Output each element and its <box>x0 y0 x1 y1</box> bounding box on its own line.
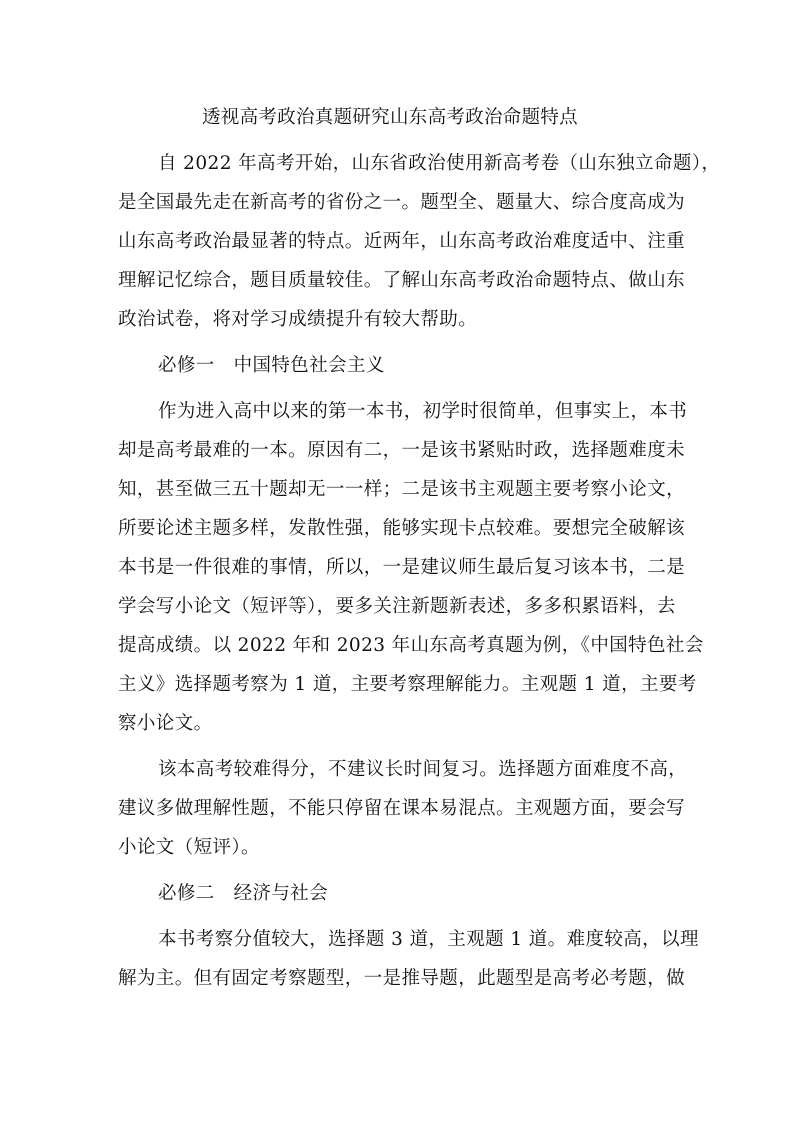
paragraph-line: 提高成绩。以 2022 年和 2023 年山东高考真题为例，《中国特色社会 <box>118 635 704 656</box>
paragraph-line: 所要论述主题多样，发散性强，能够实现卡点较难。要想完全破解该 <box>118 518 686 539</box>
paragraph-line: 本书考察分值较大，选择题 3 道，主观题 1 道。难度较高，以理 <box>158 929 699 950</box>
paragraph-line: 建议多做理解性题，不能只停留在课本易混点。主观题方面，要会写 <box>118 798 686 819</box>
paragraph-line: 却是高考最难的一本。原因有二，一是该书紧贴时政，选择题难度未 <box>118 440 686 461</box>
paragraph-line: 知，甚至做三五十题却无一一样；二是该书主观题主要考察小论文， <box>118 479 686 500</box>
paragraph-line: 山东高考政治最显著的特点。近两年，山东高考政治难度适中、注重 <box>118 231 686 252</box>
paragraph-line: 小论文（短评）。 <box>118 837 260 858</box>
paragraph-line: 解为主。但有固定考察题型，一是推导题，此题型是高考必考题，做 <box>118 968 686 989</box>
paragraph-line: 自 2022 年高考开始，山东省政治使用新高考卷（山东独立命题）， <box>158 153 721 174</box>
paragraph-line: 是全国最先走在新高考的省份之一。题型全、题量大、综合度高成为 <box>118 192 686 213</box>
paragraph-line: 察小论文。 <box>118 713 213 734</box>
paragraph-line: 理解记忆综合，题目质量较佳。了解山东高考政治命题特点、做山东 <box>118 270 686 291</box>
paragraph-line: 本书是一件很难的事情，所以，一是建议师生最后复习该本书，二是 <box>118 557 686 578</box>
document-title: 透视高考政治真题研究山东高考政治命题特点 <box>201 107 578 128</box>
paragraph-line: 主义》选择题考察为 1 道，主要考察理解能力。主观题 1 道，主要考 <box>118 674 697 695</box>
paragraph-line: 作为进入高中以来的第一本书，初学时很简单，但事实上，本书 <box>158 401 688 422</box>
paragraph-line: 学会写小论文（短评等），要多关注新题新表述，多多积累语料，去 <box>118 596 676 617</box>
paragraph-line: 该本高考较难得分，不建议长时间复习。选择题方面难度不高， <box>158 759 688 780</box>
section-heading: 必修一 中国特色社会主义 <box>158 355 385 376</box>
section-heading: 必修二 经济与社会 <box>158 883 329 904</box>
paragraph-line: 政治试卷，将对学习成绩提升有较大帮助。 <box>118 309 478 330</box>
